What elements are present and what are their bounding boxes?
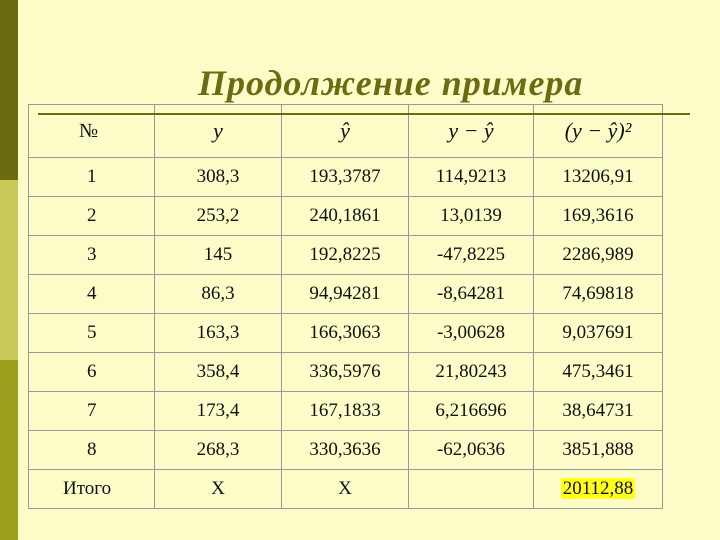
residual-squared-value: 2286,989 (534, 236, 663, 275)
residual-value: -62,0636 (409, 431, 534, 470)
residual-value: -8,64281 (409, 275, 534, 314)
header-y: y (155, 105, 282, 158)
table-row (29, 236, 663, 275)
row-number: 3 (29, 236, 155, 275)
y-value: 253,2 (155, 197, 282, 236)
header-number: № (29, 105, 155, 158)
y-value: 163,3 (155, 314, 282, 353)
total-residual (409, 470, 534, 509)
side-bar-top (0, 0, 18, 180)
y-value: 86,3 (155, 275, 282, 314)
table-row (29, 275, 663, 314)
row-number: 8 (29, 431, 155, 470)
y-value: 145 (155, 236, 282, 275)
slide-title: Продолжение примера (198, 63, 584, 103)
row-number: 1 (29, 158, 155, 197)
row-number: 7 (29, 392, 155, 431)
row-number: 4 (29, 275, 155, 314)
title-underline (38, 113, 690, 115)
row-number: 2 (29, 197, 155, 236)
residual-squared-value: 38,64731 (534, 392, 663, 431)
y-hat-value: 193,3787 (282, 158, 409, 197)
y-hat-value: 167,1833 (282, 392, 409, 431)
table-row (29, 353, 663, 392)
table-row (29, 314, 663, 353)
y-hat-value: 240,1861 (282, 197, 409, 236)
table-row (29, 197, 663, 236)
total-y-hat: X (282, 470, 409, 509)
side-bar-middle (0, 180, 18, 360)
residual-squared-value: 9,037691 (534, 314, 663, 353)
row-number: 5 (29, 314, 155, 353)
header-residual-squared: (y − ŷ)² (534, 105, 663, 158)
y-value: 308,3 (155, 158, 282, 197)
residual-value: 13,0139 (409, 197, 534, 236)
residual-squared-value: 475,3461 (534, 353, 663, 392)
residual-value: 6,216696 (409, 392, 534, 431)
total-label: Итого (29, 470, 155, 509)
y-hat-value: 330,3636 (282, 431, 409, 470)
y-hat-value: 94,94281 (282, 275, 409, 314)
y-value: 173,4 (155, 392, 282, 431)
header-y-hat: ŷ (282, 105, 409, 158)
table-row (29, 158, 663, 197)
row-number: 6 (29, 353, 155, 392)
header-residual: y − ŷ (409, 105, 534, 158)
y-hat-value: 192,8225 (282, 236, 409, 275)
table-row (29, 431, 663, 470)
residual-value: -3,00628 (409, 314, 534, 353)
total-y: X (155, 470, 282, 509)
residual-squared-value: 13206,91 (534, 158, 663, 197)
residual-squared-value: 3851,888 (534, 431, 663, 470)
residual-squared-value: 169,3616 (534, 197, 663, 236)
residual-squared-value: 74,69818 (534, 275, 663, 314)
y-hat-value: 336,5976 (282, 353, 409, 392)
total-sum-highlight: 20112,88 (562, 478, 634, 499)
side-bar-bottom (0, 360, 18, 540)
residual-value: -47,8225 (409, 236, 534, 275)
total-residual-squared (534, 470, 663, 509)
y-value: 358,4 (155, 353, 282, 392)
table-row (29, 392, 663, 431)
y-hat-value: 166,3063 (282, 314, 409, 353)
residuals-table (28, 104, 663, 509)
residual-value: 21,80243 (409, 353, 534, 392)
y-value: 268,3 (155, 431, 282, 470)
residual-value: 114,9213 (409, 158, 534, 197)
total-row (29, 470, 663, 509)
